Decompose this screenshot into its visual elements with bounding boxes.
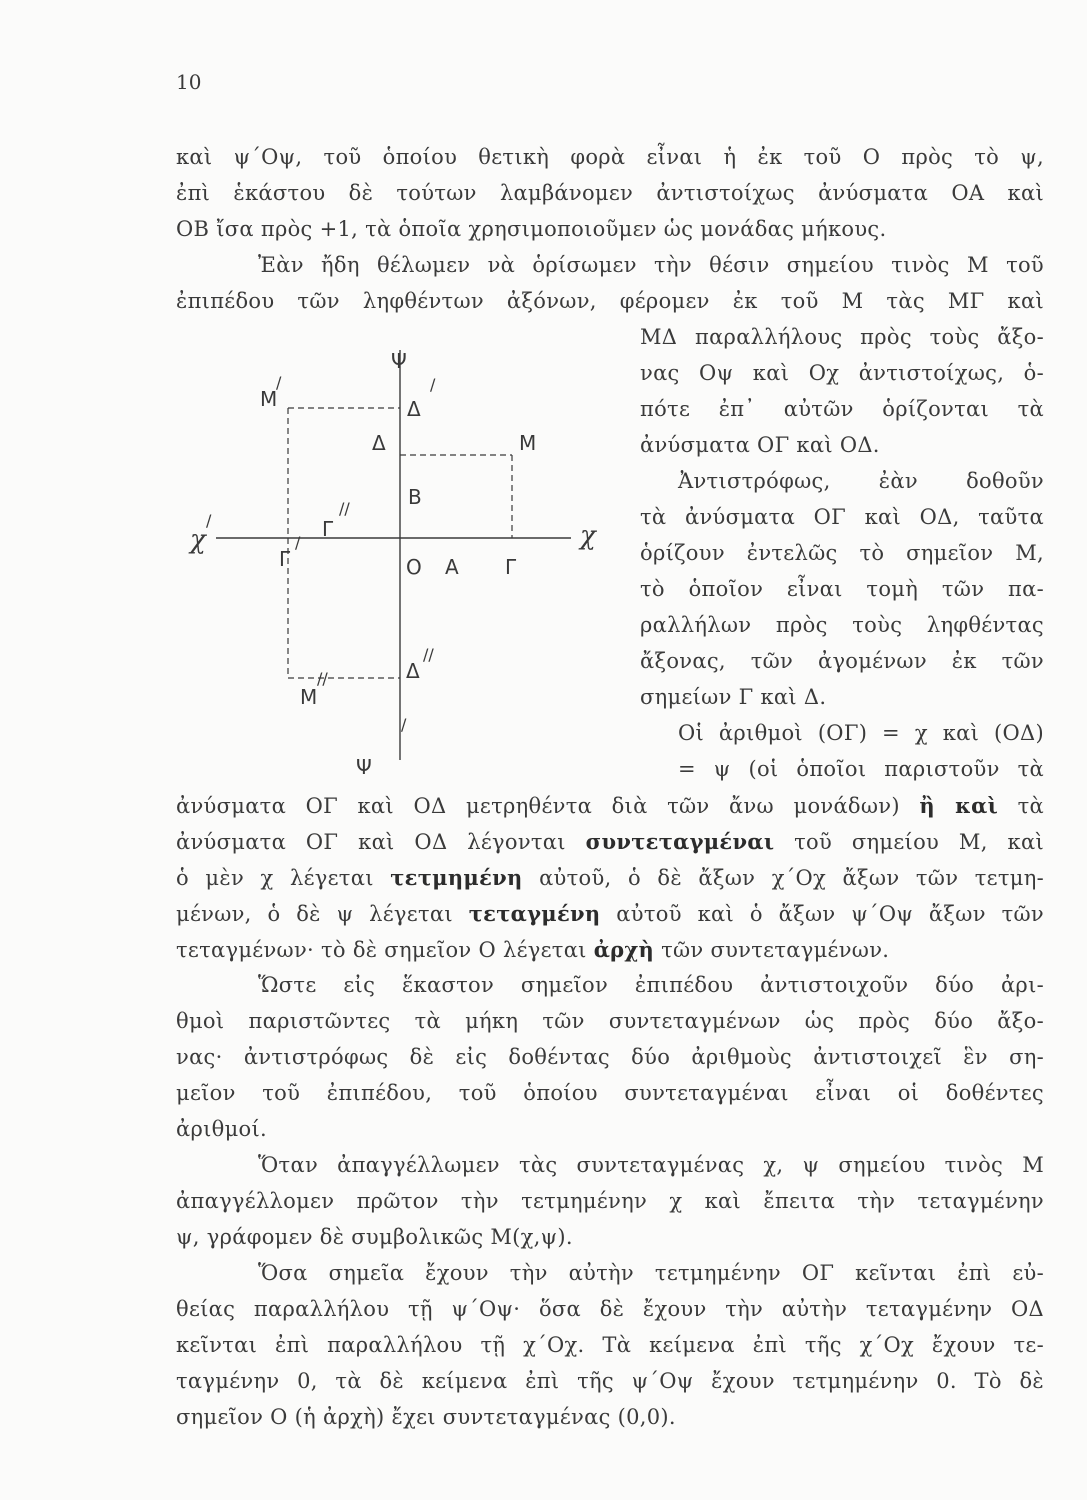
prime-mark: // <box>317 669 328 688</box>
label-m-double-prime: Μ <box>300 685 318 709</box>
text-line: ἐπιπέδου τῶν ληφθέντων ἀξόνων, φέρομεν ἐκ τοῦ Μ τὰς ΜΓ καὶ <box>176 289 1044 313</box>
term-tetagmeni: τεταγμένη <box>468 901 601 926</box>
side-text-line: ραλλήλων πρὸς τοὺς ληφθέντας <box>640 613 1044 637</box>
label-delta-double-prime: Δ <box>406 659 420 683</box>
text-line: Ἐὰν ἤδη θέλωμεν νὰ ὁρίσωμεν τὴν θέσιν σημείου τινὸς Μ τοῦ <box>258 253 1044 277</box>
side-text-line: ὁρίζουν ἐντελῶς τὸ σημεῖον Μ, <box>640 541 1044 565</box>
prime-mark: / <box>430 375 436 394</box>
text-line: νας· ἀντιστρόφως δὲ εἰς δοθέντας δύο ἀριθμοὺς ἀντιστοιχεῖ ἓν ση- <box>176 1045 1044 1069</box>
side-text-line: = ψ (οἱ ὁποῖοι παριστοῦν τὰ <box>678 757 1044 781</box>
text-run: ἀνύσματα ΟΓ καὶ ΟΔ μετρηθέντα διὰ τῶν ἄνω μονάδων) <box>176 794 900 818</box>
prime-mark: // <box>423 645 434 664</box>
side-text-line: σημείων Γ καὶ Δ. <box>640 685 827 709</box>
text-run: τῶν συντεταγμένων. <box>661 938 890 962</box>
label-x: χ <box>580 521 596 551</box>
text-run: μένων, ὁ δὲ ψ λέγεται <box>176 902 453 926</box>
text-line <box>176 829 1044 854</box>
label-origin: Ο <box>406 555 422 579</box>
side-text-line: ἀνύσματα ΟΓ καὶ ΟΔ. <box>640 433 880 457</box>
label-psi-bottom: Ψ <box>356 755 372 779</box>
label-delta: Δ <box>372 431 386 455</box>
prime-mark: / <box>295 533 301 552</box>
text-run: αὐτοῦ, ὁ δὲ ἄξων χ΄Οχ ἄξων τῶν τετμη- <box>539 866 1045 890</box>
side-text-line: νας Οψ καὶ Οχ ἀντιστοίχως, ὁ- <box>640 361 1044 385</box>
prime-mark: / <box>206 511 212 530</box>
prime-mark: / <box>401 715 407 734</box>
term-syntetagmenai: συντεταγμέναι <box>585 829 775 854</box>
page-number: 10 <box>176 70 202 94</box>
side-text-line: πότε ἐπ᾿ αὐτῶν ὁρίζονται τὰ <box>640 397 1044 421</box>
text-run: τεταγμένων· τὸ δὲ σημεῖον Ο λέγεται <box>176 938 587 962</box>
text-run: τὰ <box>1017 794 1044 818</box>
label-gamma-prime: Γ <box>279 547 291 571</box>
term-archi: ἀρχὴ <box>593 937 655 962</box>
text-line: ταγμένην 0, τὰ δὲ κείμενα ἐπὶ τῆς ψ΄Οψ ἔχουν τετμημένην 0. Τὸ δὲ <box>176 1369 1044 1393</box>
label-x-prime: χ <box>190 525 206 555</box>
prime-mark: // <box>339 499 350 518</box>
text-line: ΟΒ ἴσα πρὸς +1, τὰ ὁποῖα χρησιμοποιοῦμεν ὡς μονάδας μήκους. <box>176 217 887 241</box>
label-m: Μ <box>519 431 537 455</box>
text-line: ἀριθμοί. <box>176 1117 268 1141</box>
text-run: αὐτοῦ καὶ ὁ ἄξων ψ΄Οψ ἄξων τῶν <box>616 902 1044 926</box>
text-line: ἀπαγγέλλομεν πρῶτον τὴν τετμημένην χ καὶ ἔπειτα τὴν τεταγμένην <box>176 1189 1044 1213</box>
text-run: τοῦ σημείου Μ, καὶ <box>794 830 1044 854</box>
text-line: σημεῖον Ο (ἡ ἀρχὴ) ἔχει συντεταγμένας (0,0). <box>176 1405 676 1429</box>
label-m-prime: Μ <box>260 387 278 411</box>
text-line <box>176 937 1044 962</box>
text-line: Ὅσα σημεῖα ἔχουν τὴν αὐτὴν τετμημένην ΟΓ κεῖνται ἐπὶ εὐ- <box>258 1261 1044 1285</box>
text-line: θμοὶ παριστῶντες τὰ μήκη τῶν συντεταγμένων ὡς πρὸς δύο ἄξο- <box>176 1009 1044 1033</box>
label-a: Α <box>445 555 459 579</box>
label-gamma: Γ <box>505 555 517 579</box>
label-psi-top: Ψ <box>391 349 407 373</box>
side-text-line: Οἱ ἀριθμοὶ (ΟΓ) = χ καὶ (ΟΔ) <box>678 721 1044 745</box>
term-tetmimeni: τετμημένη <box>390 865 523 890</box>
text-line: καὶ ψ΄Οψ, τοῦ ὁποίου θετικὴ φορὰ εἶναι ἡ ἐκ τοῦ Ο πρὸς τὸ ψ, <box>176 145 1044 169</box>
coordinate-axes-figure <box>176 310 636 800</box>
bold-term: ἢ καὶ <box>919 793 999 818</box>
side-text-line: Ἀντιστρόφως, ἐὰν δοθοῦν <box>678 469 1044 493</box>
text-line: Ὥστε εἰς ἕκαστον σημεῖον ἐπιπέδου ἀντιστοιχοῦν δύο ἀρι- <box>258 973 1044 997</box>
text-line: ψ, γράφομεν δὲ συμβολικῶς Μ(χ,ψ). <box>176 1225 573 1249</box>
label-gamma-double-prime: Γ <box>322 517 334 541</box>
prime-mark: / <box>276 373 282 392</box>
text-line <box>176 865 1044 890</box>
side-text-line: τὸ ὁποῖον εἶναι τομὴ τῶν πα- <box>640 577 1044 601</box>
side-text-line: ΜΔ παραλλήλους πρὸς τοὺς ἄξο- <box>640 325 1044 349</box>
text-run: ἀνύσματα ΟΓ καὶ ΟΔ λέγονται <box>176 830 566 854</box>
text-line: κεῖνται ἐπὶ παραλλήλου τῇ χ΄Οχ. Τὰ κείμενα ἐπὶ τῆς χ΄Οχ ἔχουν τε- <box>176 1333 1044 1357</box>
text-line: Ὅταν ἀπαγγέλλωμεν τὰς συντεταγμένας χ, ψ σημείου τινὸς Μ <box>258 1153 1044 1177</box>
label-b: Β <box>408 485 422 509</box>
text-run: ὁ μὲν χ λέγεται <box>176 866 374 890</box>
text-line <box>176 901 1044 926</box>
side-text-line: ἄξονας, τῶν ἀγομένων ἐκ τῶν <box>640 649 1044 673</box>
label-delta-prime: Δ <box>407 397 421 421</box>
text-line: μεῖον τοῦ ἐπιπέδου, τοῦ ὁποίου συντεταγμέναι εἶναι οἱ δοθέντες <box>176 1081 1044 1105</box>
text-line: θείας παραλλήλου τῇ ψ΄Οψ· ὅσα δὲ ἔχουν τὴν αὐτὴν τεταγμένην ΟΔ <box>176 1297 1044 1321</box>
side-text-line: τὰ ἀνύσματα ΟΓ καὶ ΟΔ, ταῦτα <box>640 505 1044 529</box>
text-line: ἐπὶ ἑκάστου δὲ τούτων λαμβάνομεν ἀντιστοίχως ἀνύσματα ΟΑ καὶ <box>176 181 1044 205</box>
